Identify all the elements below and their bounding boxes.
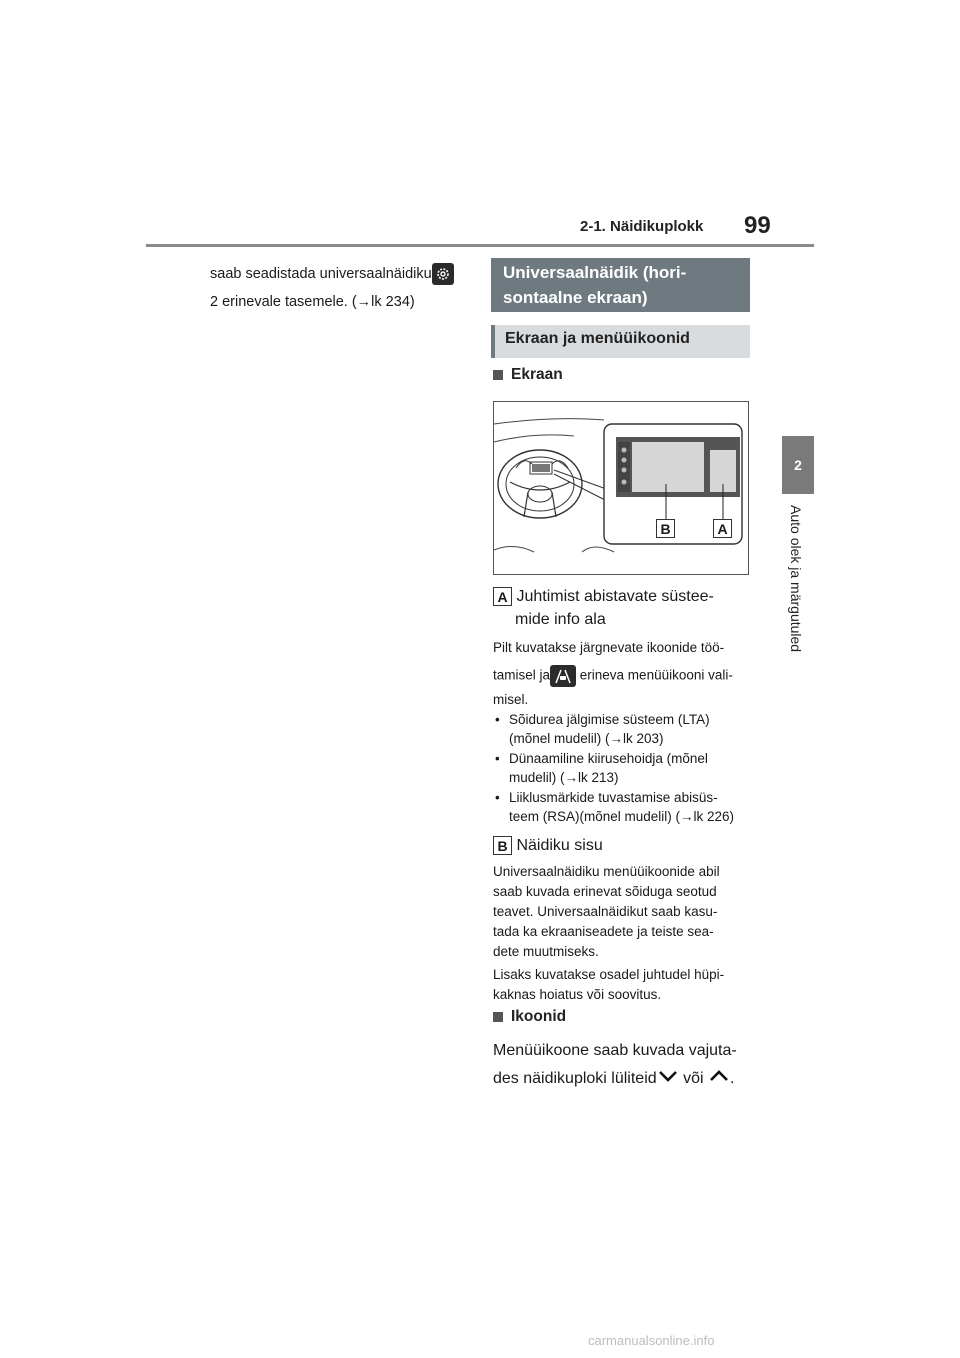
dashboard-drawing [494,402,748,574]
ekraan-heading-text: Ekraan [511,366,563,383]
figure-label-a: A [713,519,732,538]
banner-title-line2: sontaalne ekraan) [503,288,648,307]
item-a-desc-post: erineva menüüikooni vali- [576,667,733,683]
ikoonid-text-line2 [493,1067,734,1091]
figure-label-b: B [656,519,675,538]
item-a-title-line2: mide info ala [515,611,606,628]
ikoonid-heading [493,1008,566,1026]
ikoonid-heading-text: Ikoonid [511,1008,567,1025]
chapter-label: Auto olek ja märgutuled [788,505,804,653]
chevron-up-icon [708,1067,730,1091]
ekraan-heading [493,366,563,384]
chevron-down-icon [657,1067,679,1091]
item-b-paragraph-1: Universaalnäidiku menüüikoonide abil saab kuvada erinevat sõiduga seotud teavet. Universaalnäidikut saab kasu- tada ka ekraaniseadete ja teiste sea- dete muutmiseks. [493,864,720,959]
item-b-paragraph-2: Lisaks kuvatakse osadel juhtudel hüpi- kaknas hoiatus või soovitus. [493,967,725,1002]
chapter-tab [782,436,814,494]
section-title: 2-1. Näidikuplokk [580,218,704,235]
label-b-badge: B [493,836,512,855]
page-number: 99 [744,212,771,239]
list-item: • Dünaamiline kiirusehoidja (mõnel mudelil) (→lk 213) [493,749,753,787]
list-item: • Liiklusmärkide tuvastamise abisüs- teem (RSA)(mõnel mudelil) (→lk 226) [493,788,753,826]
item-a-desc-line3: misel. [493,692,529,707]
section-banner [491,258,750,312]
lane-tracing-icon [550,665,576,687]
ikoonid-text-post: . [730,1070,735,1088]
label-a-badge: A [493,587,512,606]
chapter-number: 2 [794,457,802,473]
left-paragraph-line1 [210,263,454,285]
banner-title-line1: Universaalnäidik (hori- [503,263,687,282]
item-a-title-text1: Juhtimist abistavate süstee- [516,588,714,605]
item-a-title-line1 [493,585,714,609]
ikoonid-text-mid: või [678,1070,708,1088]
chapter-label-wrap [788,505,808,665]
square-bullet-icon [493,1012,503,1022]
item-a-desc-pre: tamisel ja [493,667,551,683]
item-a-desc-line1: Pilt kuvatakse järgnevate ikoonide töö- [493,640,725,655]
list-item: • Sõidurea jälgimise süsteem (LTA) (mõnel mudelil) (→lk 203) [493,710,753,748]
header-divider [146,244,814,247]
dashboard-illustration [493,401,749,575]
ikoonid-text-line1: Menüüikoone saab kuvada vajuta- [493,1042,737,1059]
item-b-title [493,834,603,858]
site-watermark: carmanualsonline.info [588,1333,715,1348]
item-b-title-text: Näidiku sisu [516,837,603,854]
system-list [493,710,753,827]
gear-icon [432,263,454,285]
square-bullet-icon [493,370,503,380]
left-text-1: saab seadistada universaalnäidiku [210,266,432,282]
item-a-desc-line2 [493,665,733,687]
ikoonid-text-pre: des näidikuploki lüliteid [493,1070,657,1088]
left-paragraph-line2: 2 erinevale tasemele. (→lk 234) [210,294,415,310]
subsection-banner: Ekraan ja menüüikoonid [491,325,750,358]
